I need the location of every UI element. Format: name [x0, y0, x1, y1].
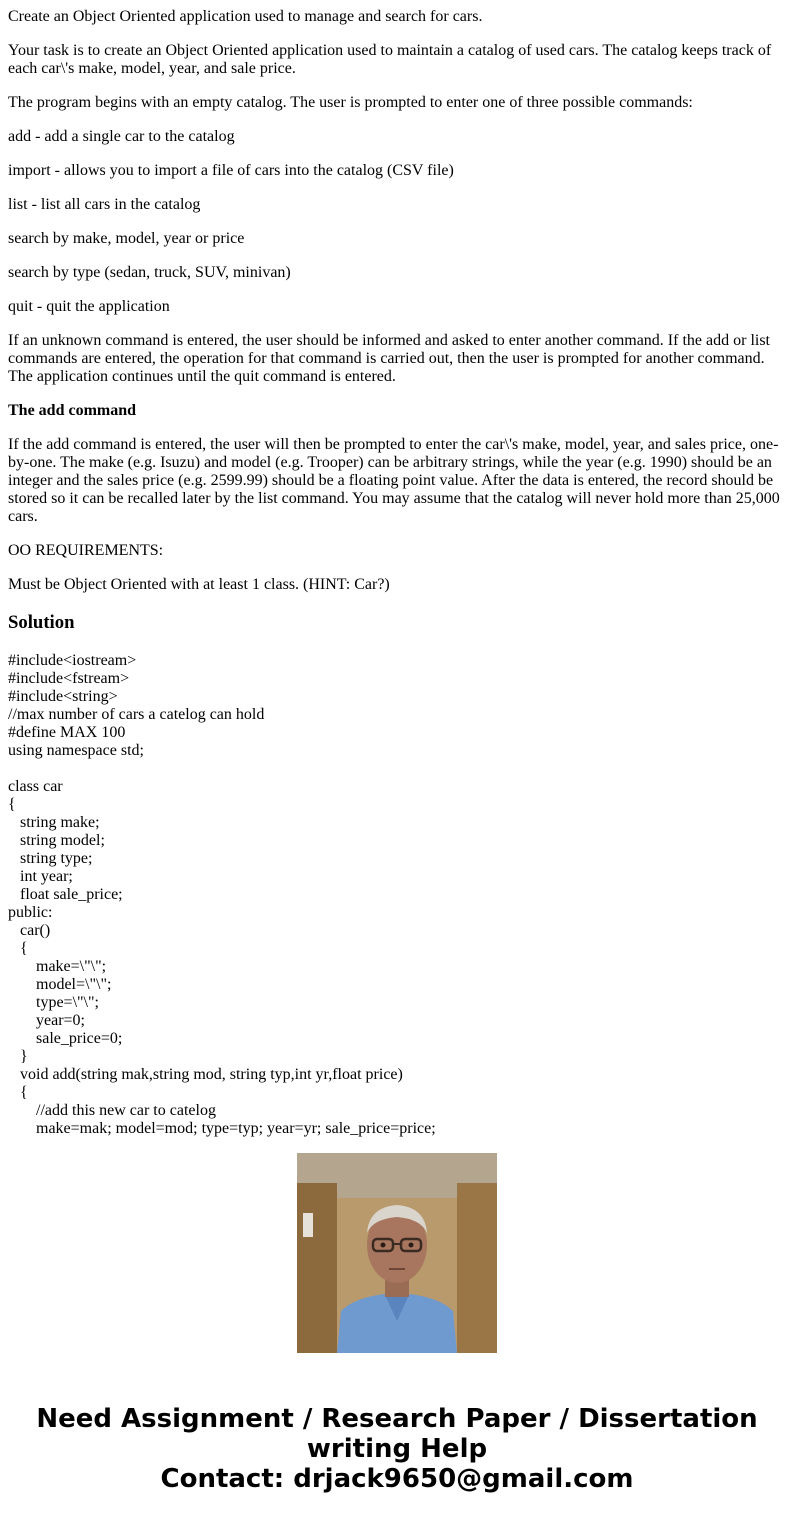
- question-title: Create an Object Oriented application used to manage and search for cars.: [8, 8, 483, 25]
- banner-line-2: writing Help: [306, 1434, 488, 1464]
- banner-line-1: Need Assignment / Research Paper / Dissertation: [36, 1404, 758, 1434]
- question-content: [8, 0, 786, 1137]
- banner-contact-line: Contact: drjack9650@gmail.com: [160, 1464, 634, 1494]
- question-prompt: The program begins with an empty catalog. The user is prompted to enter one of three possible commands:: [8, 94, 693, 111]
- oo-requirements-heading: OO REQUIREMENTS:: [8, 542, 164, 559]
- command-import: import - allows you to import a file of cars into the catalog (CSV file): [8, 162, 454, 179]
- add-command-heading: The add command: [8, 402, 137, 419]
- command-quit: quit - quit the application: [8, 298, 170, 315]
- oo-requirement-text: Must be Object Oriented with at least 1 class. (HINT: Car?): [8, 576, 390, 593]
- command-search-make: search by make, model, year or price: [8, 230, 245, 247]
- solution-heading: Solution: [8, 612, 75, 633]
- command-search-type: search by type (sedan, truck, SUV, minivan): [8, 264, 291, 281]
- author-portrait-image: [297, 1153, 497, 1353]
- help-contact-banner: [0, 1404, 794, 1494]
- solution-code: #include<iostream> #include<fstream> #include<string> //max number of cars a catelog can hold #define MAX 100 using namespace std; class car { string make; string model; string type; int year; float sale_price; public: car() { make=\"\"; model=\"\"; type=\"\"; year=0; sale_price=0; } void add(string mak,string mod, string typ,int yr,float price) { //add this new car to catelog make=mak; model=mod; type=typ; year=yr; sale_price=price;: [8, 652, 436, 1137]
- add-command-description: If the add command is entered, the user will then be prompted to enter the car\'s make, model, year, and sales price, one-by-one. The make (e.g. Isuzu) and model (e.g. Trooper) can be arbitrary strings, while the year (e.g. 1990) should be an integer and the sales price (e.g. 2599.99) should be a floating point value. After the data is entered, the record should be stored so it can be recalled later by the list command. You may assume that the catalog will never hold more than 25,000 cars.: [8, 436, 780, 525]
- author-avatar: [297, 1153, 497, 1353]
- question-intro: Your task is to create an Object Oriented application used to maintain a catalog of used cars. The catalog keeps track of each car\'s make, model, year, and sale price.: [8, 42, 772, 77]
- unknown-command-text: If an unknown command is entered, the user should be informed and asked to enter another command. If the add or list commands are entered, the operation for that command is carried out, then the user is prompted for another command. The application continues until the quit command is entered.: [8, 332, 770, 385]
- command-add: add - add a single car to the catalog: [8, 128, 235, 145]
- command-list: list - list all cars in the catalog: [8, 196, 201, 213]
